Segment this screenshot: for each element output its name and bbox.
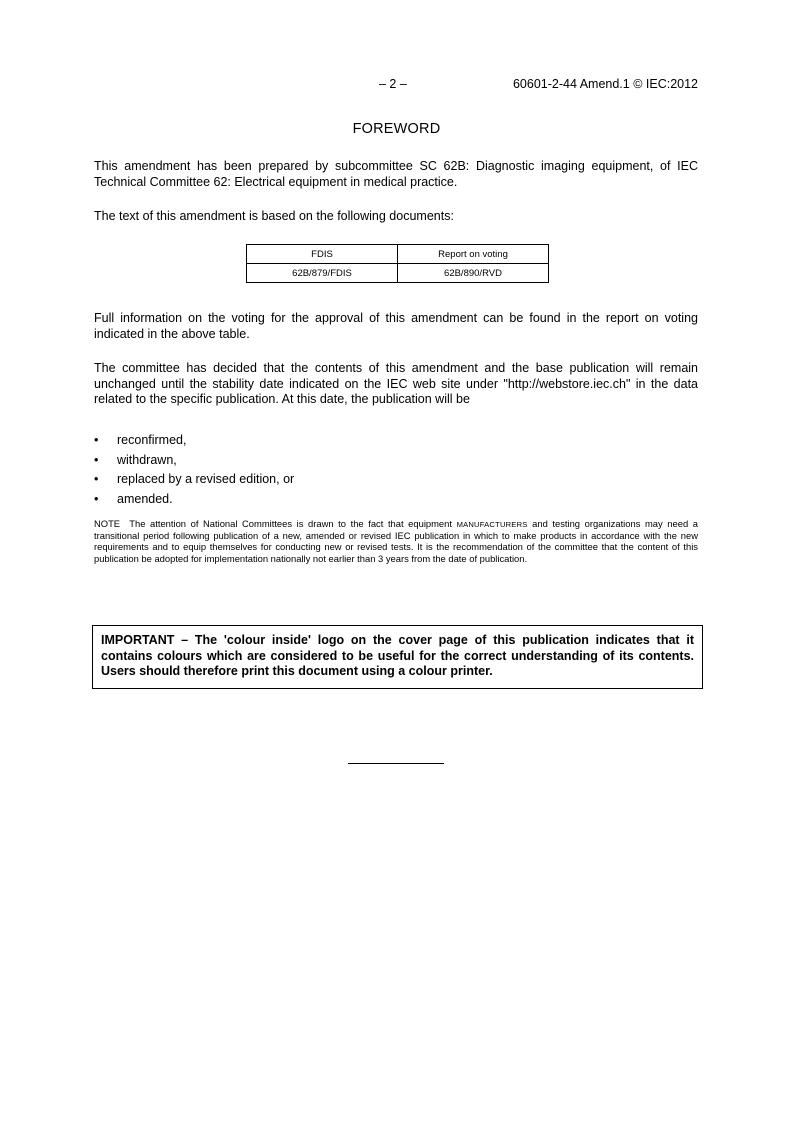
table-cell: 62B/879/FDIS [247, 264, 398, 283]
prepared-by-paragraph: This amendment has been prepared by subcommittee SC 62B: Diagnostic imaging equipment, of IEC Technical Committee 62: Electrical equipment in medical practice. [94, 159, 698, 189]
page-number: – 2 – [379, 77, 407, 91]
table-header-cell: Report on voting [398, 245, 549, 264]
note-small-caps-term: MANUFACTURERS [456, 520, 528, 529]
list-item [94, 433, 294, 453]
bullet-icon: • [94, 452, 99, 467]
full-information-paragraph: Full information on the voting for the approval of this amendment can be found in the report on voting indicated in the above table. [94, 311, 698, 341]
list-item-text: amended. [117, 491, 173, 506]
list-item-text: withdrawn, [117, 452, 177, 467]
note-text-before: The attention of National Committees is drawn to the fact that equipment [129, 518, 452, 529]
bullet-icon: • [94, 491, 99, 506]
stability-paragraph: The committee has decided that the contents of this amendment and the base publication will remain unchanged until the stability date indicated on the IEC web site under "http://webstore.iec.ch" in the data related to the specific publication. At this date, the publication will be [94, 361, 698, 406]
page-header [94, 77, 698, 93]
bullet-icon: • [94, 472, 99, 486]
list-item [94, 453, 294, 473]
table-header-cell: FDIS [247, 245, 398, 264]
list-item [94, 472, 294, 492]
list-item-text: replaced by a revised edition, or [117, 472, 295, 486]
section-title: FOREWORD [352, 121, 441, 137]
note-text-after: and testing organizations may need a transitional period following publication of a new, amended or revised IEC publication in which to make products in accordance with the new requirements and to equip themselves for conducting new or revised tests. It is the recommendation of the committee that the content of this publication be adopted for implementation nationally not earlier than 3 years from the date of publication. [94, 518, 698, 564]
note-label: NOTE [94, 518, 121, 529]
important-notice-box: IMPORTANT – The 'colour inside' logo on the cover page of this publication indicates that it contains colours which are considered to be useful for the correct understanding of its contents. Users should therefore print this document using a colour printer. [92, 625, 703, 689]
document-reference: 60601-2-44 Amend.1 © IEC:2012 [512, 77, 698, 91]
outcome-list [94, 433, 294, 511]
list-item [94, 492, 294, 512]
list-item-text: reconfirmed, [117, 433, 187, 447]
end-of-section-divider [348, 763, 444, 764]
table-cell: 62B/890/RVD [398, 264, 549, 283]
table-header-row [247, 245, 549, 264]
documents-table [246, 244, 549, 283]
table-row [247, 264, 549, 283]
note-paragraph [94, 518, 698, 564]
based-on-paragraph: The text of this amendment is based on the following documents: [94, 209, 454, 223]
bullet-icon: • [94, 433, 99, 447]
